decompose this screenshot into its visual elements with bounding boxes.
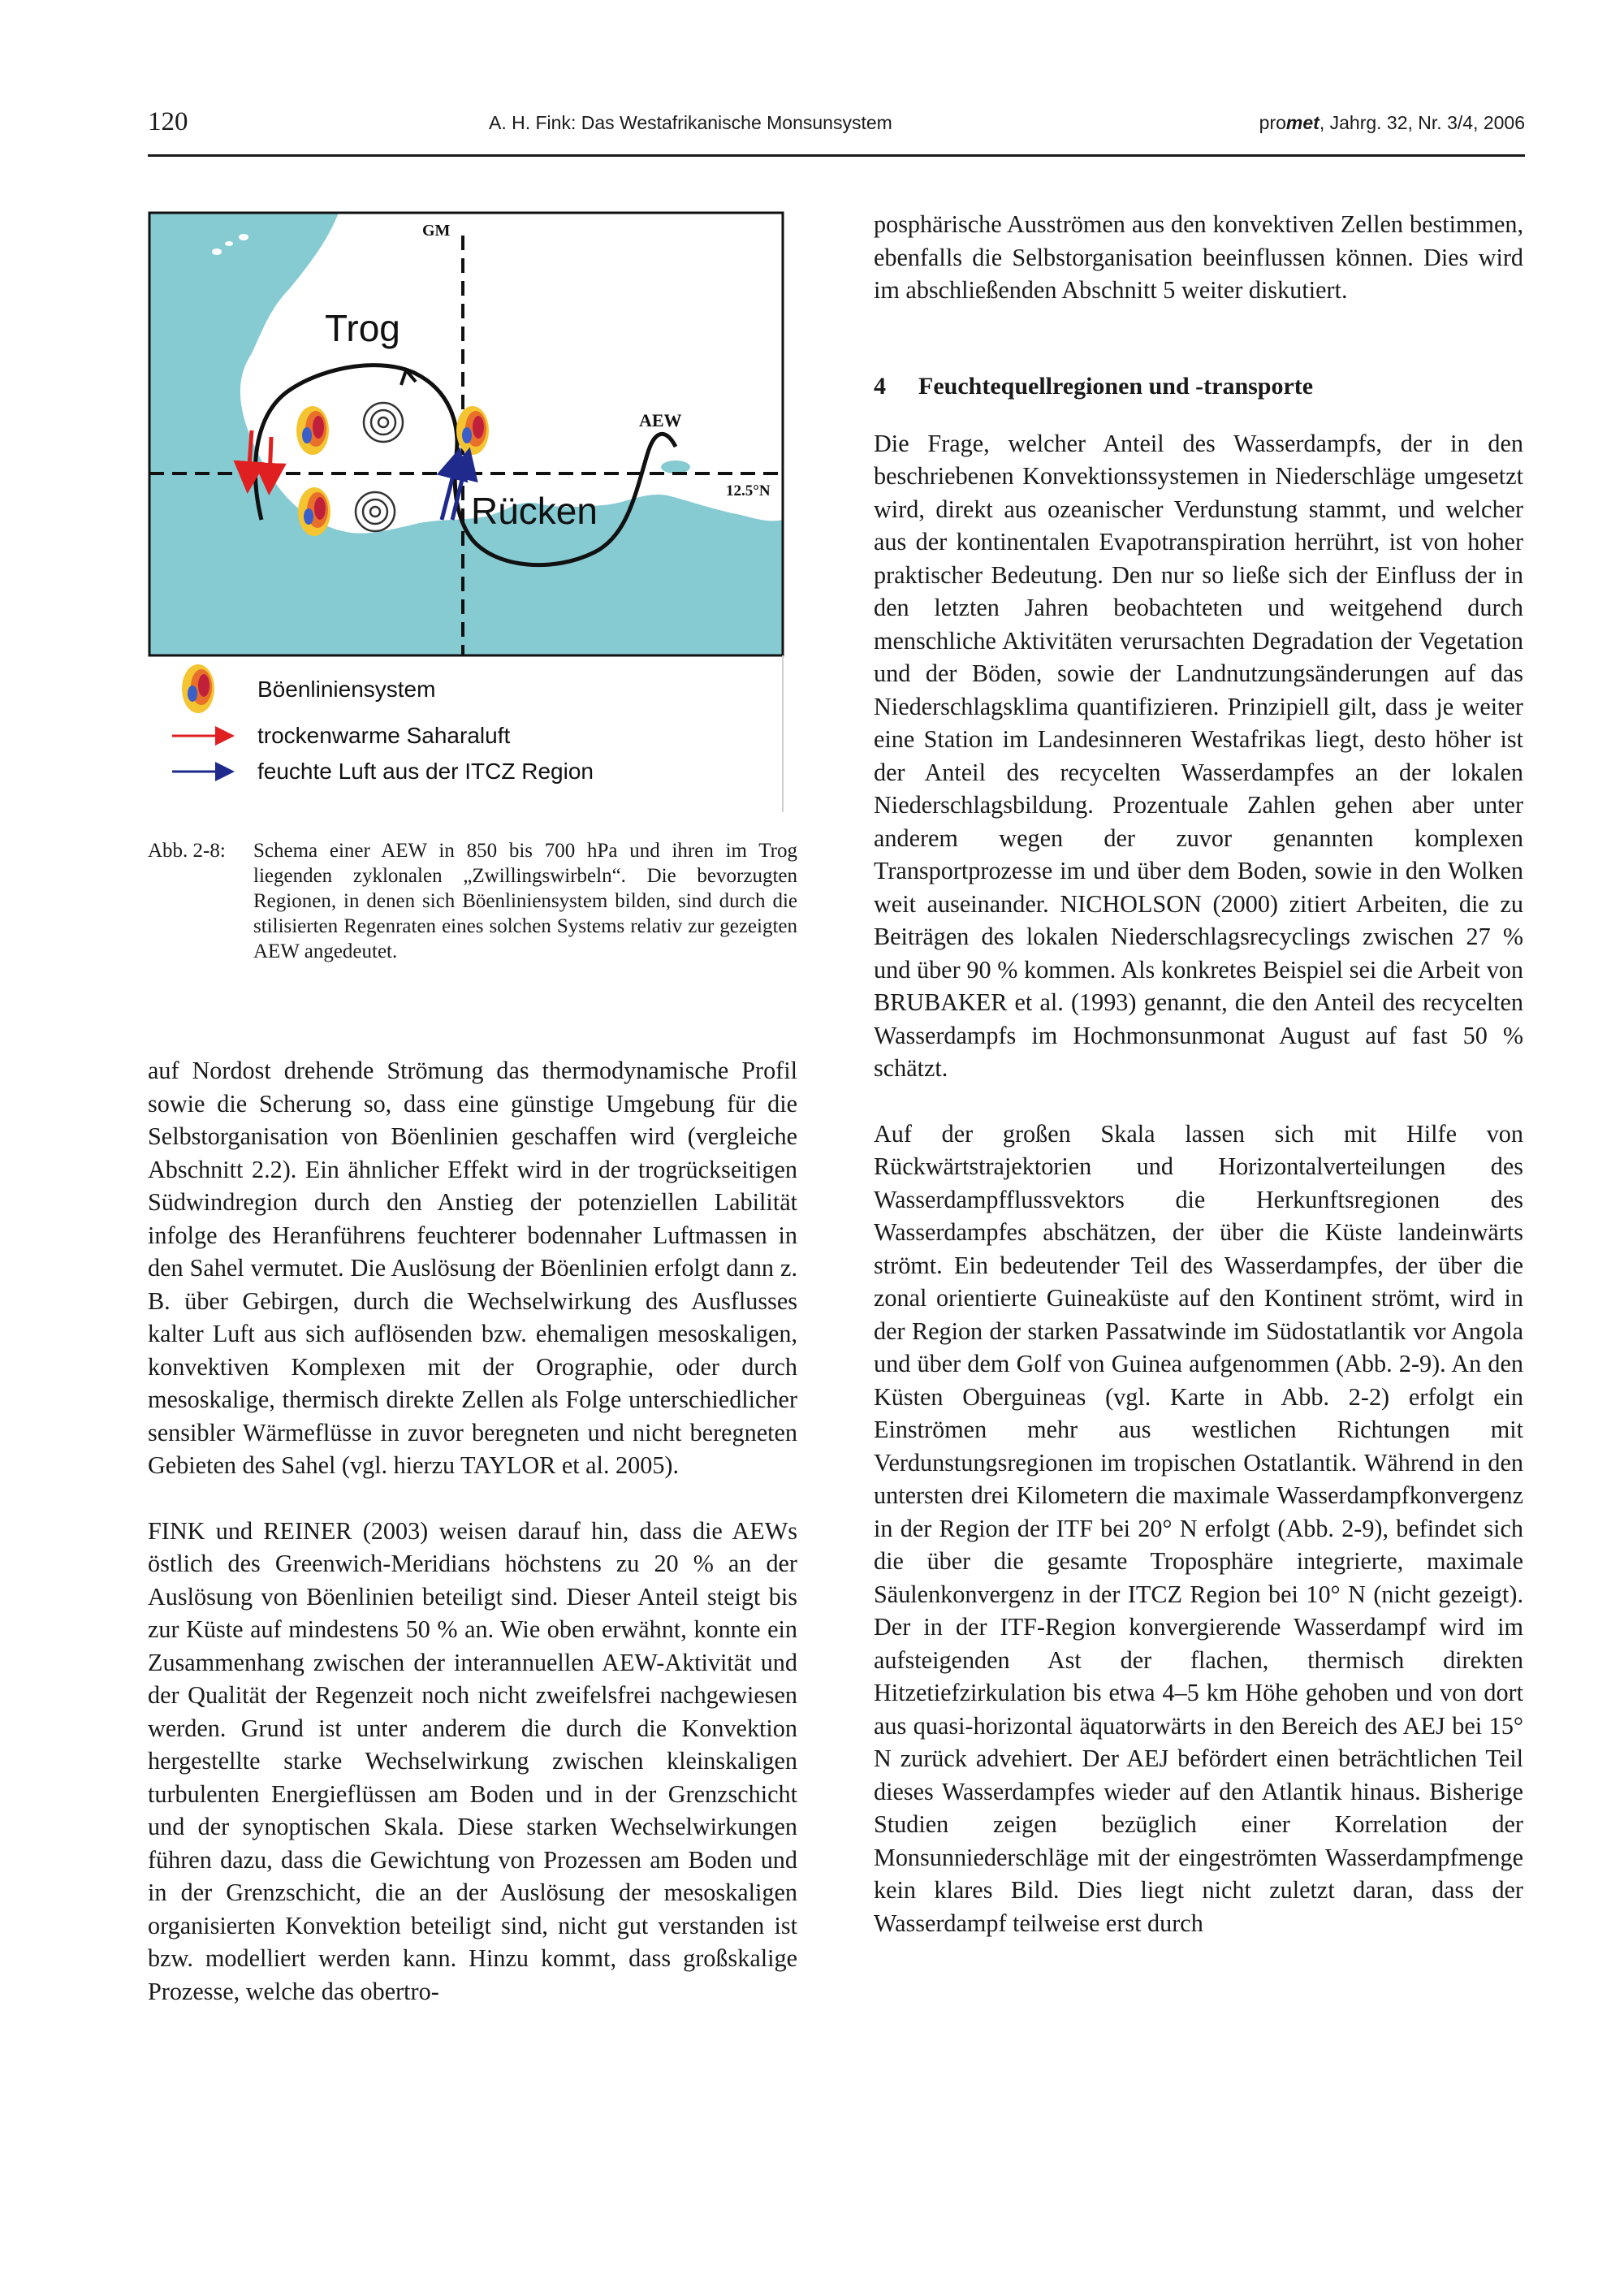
label-ruecken: Rücken	[471, 490, 598, 532]
journal-suffix: , Jahrg. 32, Nr. 3/4, 2006	[1319, 112, 1525, 133]
caption-label: Abb. 2-8:	[148, 840, 226, 862]
journal-prefix: pro	[1259, 112, 1286, 133]
legend	[172, 664, 594, 784]
section-number: 4	[874, 372, 886, 400]
label-aew: AEW	[639, 410, 682, 430]
right-paragraph-1: Die Frage, welcher Anteil des Wasserdampfs, der in den beschriebenen Konvektionssystemen in Niederschläge umgesetzt wird, direkt aus ozeanischer Verdunstung stammt, und welcher aus der kontinentalen Evapotranspiration herrührt, ist von hoher praktischer Bedeutung. Den nur so ließe sich der Einfluss der in den letzten Jahren beobachteten und weitgehend durch menschliche Aktivitäten verursachten Degradation der Vegetation und der Böden, sowie der Landnutzungsänderungen auf das Niederschlagsklima quantifizieren. Prinzipiell gilt, dass je weiter eine Station im Landesinneren Westafrikas liegt, desto höher ist der Anteil des recycelten Wasserdampfes an der lokalen Niederschlagsbildung. Prozentuale Zahlen gehen aber unter anderem wegen der zuvor genannten komplexen Transportprozesse im und über dem Boden, sowie in den Wolken weit auseinander. NICHOLSON (2000) zitiert Arbeiten, die zu Beiträgen des lokalen Niederschlagsrecyclings zwischen 27 % und über 90 % kommen. Als konkretes Beispiel sei die Arbeit von BRUBAKER et al. (1993) genannt, die den Anteil des recycelten Wasserdampfs im Hochmonsunmonat August auf fast 50 % schätzt.	[874, 429, 1523, 1082]
right-intro-paragraph: posphärische Ausströmen aus den konvektiven Zellen bestimmen, ebenfalls die Selbstorganisation beeinflussen können. Dies wird im abschließenden Abschnitt 5 weiter diskutiert.	[874, 210, 1523, 304]
legend-red-label: trockenwarme Saharaluft	[257, 723, 511, 748]
island-3	[239, 234, 248, 240]
figure-svg	[148, 211, 797, 812]
squall-system-3	[456, 406, 489, 455]
page-header	[148, 104, 1525, 153]
left-paragraph-2: FINK und REINER (2003) weisen darauf hin, dass die AEWs östlich des Greenwich-Meridians höchstens zu 20 % an der Auslösung von Böenlinien beteiligt sind. Dieser Anteil steigt bis zur Küste auf mindestens 50 % an. Wie oben erwähnt, konnte ein Zusammenhang zwischen der interannuellen AEW-Aktivität und der Qualität der Regenzeit noch nicht zweifelsfrei nachgewiesen werden. Grund ist unter anderem die durch die Konvektion hergestellte starke Wechselwirkung zwischen kleinskaligen turbulenten Energieflüssen am Boden und in der Grenzschicht und der synoptischen Skala. Diese starken Wechselwirkungen führen dazu, dass die Gewichtung von Prozessen am Boden und in der Grenzschicht, die an der Auslösung der mesoskaligen organisierten Konvektion beteiligt sind, nicht gut verstanden ist bzw. modelliert werden kann. Hinzu kommt, dass großskalige Prozesse, welche das obertro-	[148, 1516, 797, 2005]
running-title: A. H. Fink: Das Westafrikanische Monsunsystem	[489, 112, 892, 133]
journal-italic: met	[1285, 112, 1320, 133]
journal-reference	[1259, 112, 1525, 134]
right-paragraph-2: Auf der großen Skala lassen sich mit Hilfe von Rückwärtstrajektorien und Horizontalverteilungen des Wasserdampfflussvektors die Herkunftsregionen des Wasserdampfes abschätzen, der über die Küste landeinwärts strömt. Ein bedeutender Teil des Wasserdampfes, der über die zonal orientierte Guineaküste auf den Kontinent strömt, wird in der Region der starken Passatwinde im Südostatlantik vor Angola und über dem Golf von Guinea aufgenommen (Abb. 2-9). An den Küsten Oberguineas (vgl. Karte in Abb. 2-2) erfolgt ein Einströmen mehr aus westlichen Richtungen mit Verdunstungsregionen im tropischen Ostatlantik. Während in den untersten drei Kilometern die maximale Wasserdampfkonvergenz in der Region der ITF bei 20° N erfolgt (Abb. 2-9), befindet sich die über die gesamte Troposphäre integrierte, maximale Säulenkonvergenz in der ITCZ Region bei 10° N (nicht gezeigt). Der in der ITF-Region konvergierende Wasserdampf wird im aufsteigenden Ast der flachen, thermisch direkten Hitzetiefzirkulation bis etwa 4–5 km Höhe gehoben und von dort aus quasi-horizontal äquatorwärts in den Bereich des AEJ bei 15° N zurück advehiert. Der AEJ befördert einen beträchtlichen Teil dieses Wasserdampfes wieder auf den Atlantik hinaus. Bisherige Studien zeigen bezüglich einer Korrelation der Monsunniederschläge mit der eingeströmten Wasserdampfmenge kein klares Bild. Dies liegt nicht zuletzt daran, dass der Wasserdampf teilweise erst durch	[874, 1119, 1523, 1937]
caption-text: Schema einer AEW in 850 bis 700 hPa und ihren im Trog liegenden zyklonalen „Zwillingswirbeln“. Die bevorzugten Regionen, in denen sich Böenliniensystem bilden, sind durch die stilisierten Regenraten eines solchen Systems relativ zur gezeigten AEW angedeutet.	[253, 840, 797, 962]
squall-system-2	[298, 487, 330, 536]
island-1	[212, 249, 222, 255]
header-rule	[148, 154, 1525, 157]
left-column	[148, 1054, 797, 2008]
legend-squall-icon	[182, 664, 214, 713]
red-arrow-2	[270, 437, 271, 479]
label-latitude: 12.5°N	[726, 482, 771, 499]
label-gm: GM	[422, 222, 451, 240]
label-trog: Trog	[325, 307, 400, 349]
legend-squall-label: Böenliniensystem	[257, 677, 436, 702]
right-column	[874, 208, 1523, 1939]
section-heading	[874, 370, 1523, 403]
lake	[661, 460, 690, 473]
section-title: Feuchtequellregionen und -transporte	[918, 372, 1314, 400]
figure-aew-schema	[148, 211, 797, 812]
squall-system-1	[296, 406, 329, 455]
legend-blue-label: feuchte Luft aus der ITCZ Region	[257, 759, 594, 784]
island-2	[225, 241, 233, 246]
page-number: 120	[148, 107, 188, 136]
left-paragraph-1: auf Nordost drehende Strömung das thermodynamische Profil sowie die Scherung so, dass eine günstige Umgebung für die Selbstorganisation von Böenlinien geschaffen wird (vergleiche Abschnitt 2.2). Ein ähnlicher Effekt wird in der trogrückseitigen Südwindregion durch den Anstieg der potenziellen Labilität infolge des Heranführens feuchterer bodennaher Luftmassen in den Sahel vermutet. Die Auslösung der Böenlinien erfolgt dann z. B. über Gebirgen, durch die Wechselwirkung des Ausflusses kalter Luft aus sich auflösenden bzw. ehemaligen mesoskaligen, konvektiven Komplexen mit der Orographie, oder durch mesoskalige, thermisch direkte Zellen als Folge unterschiedlicher sensibler Wärmeflüsse in zuvor beregneten und nicht beregneten Gebieten des Sahel (vgl. hierzu TAYLOR et al. 2005).	[148, 1057, 797, 1479]
